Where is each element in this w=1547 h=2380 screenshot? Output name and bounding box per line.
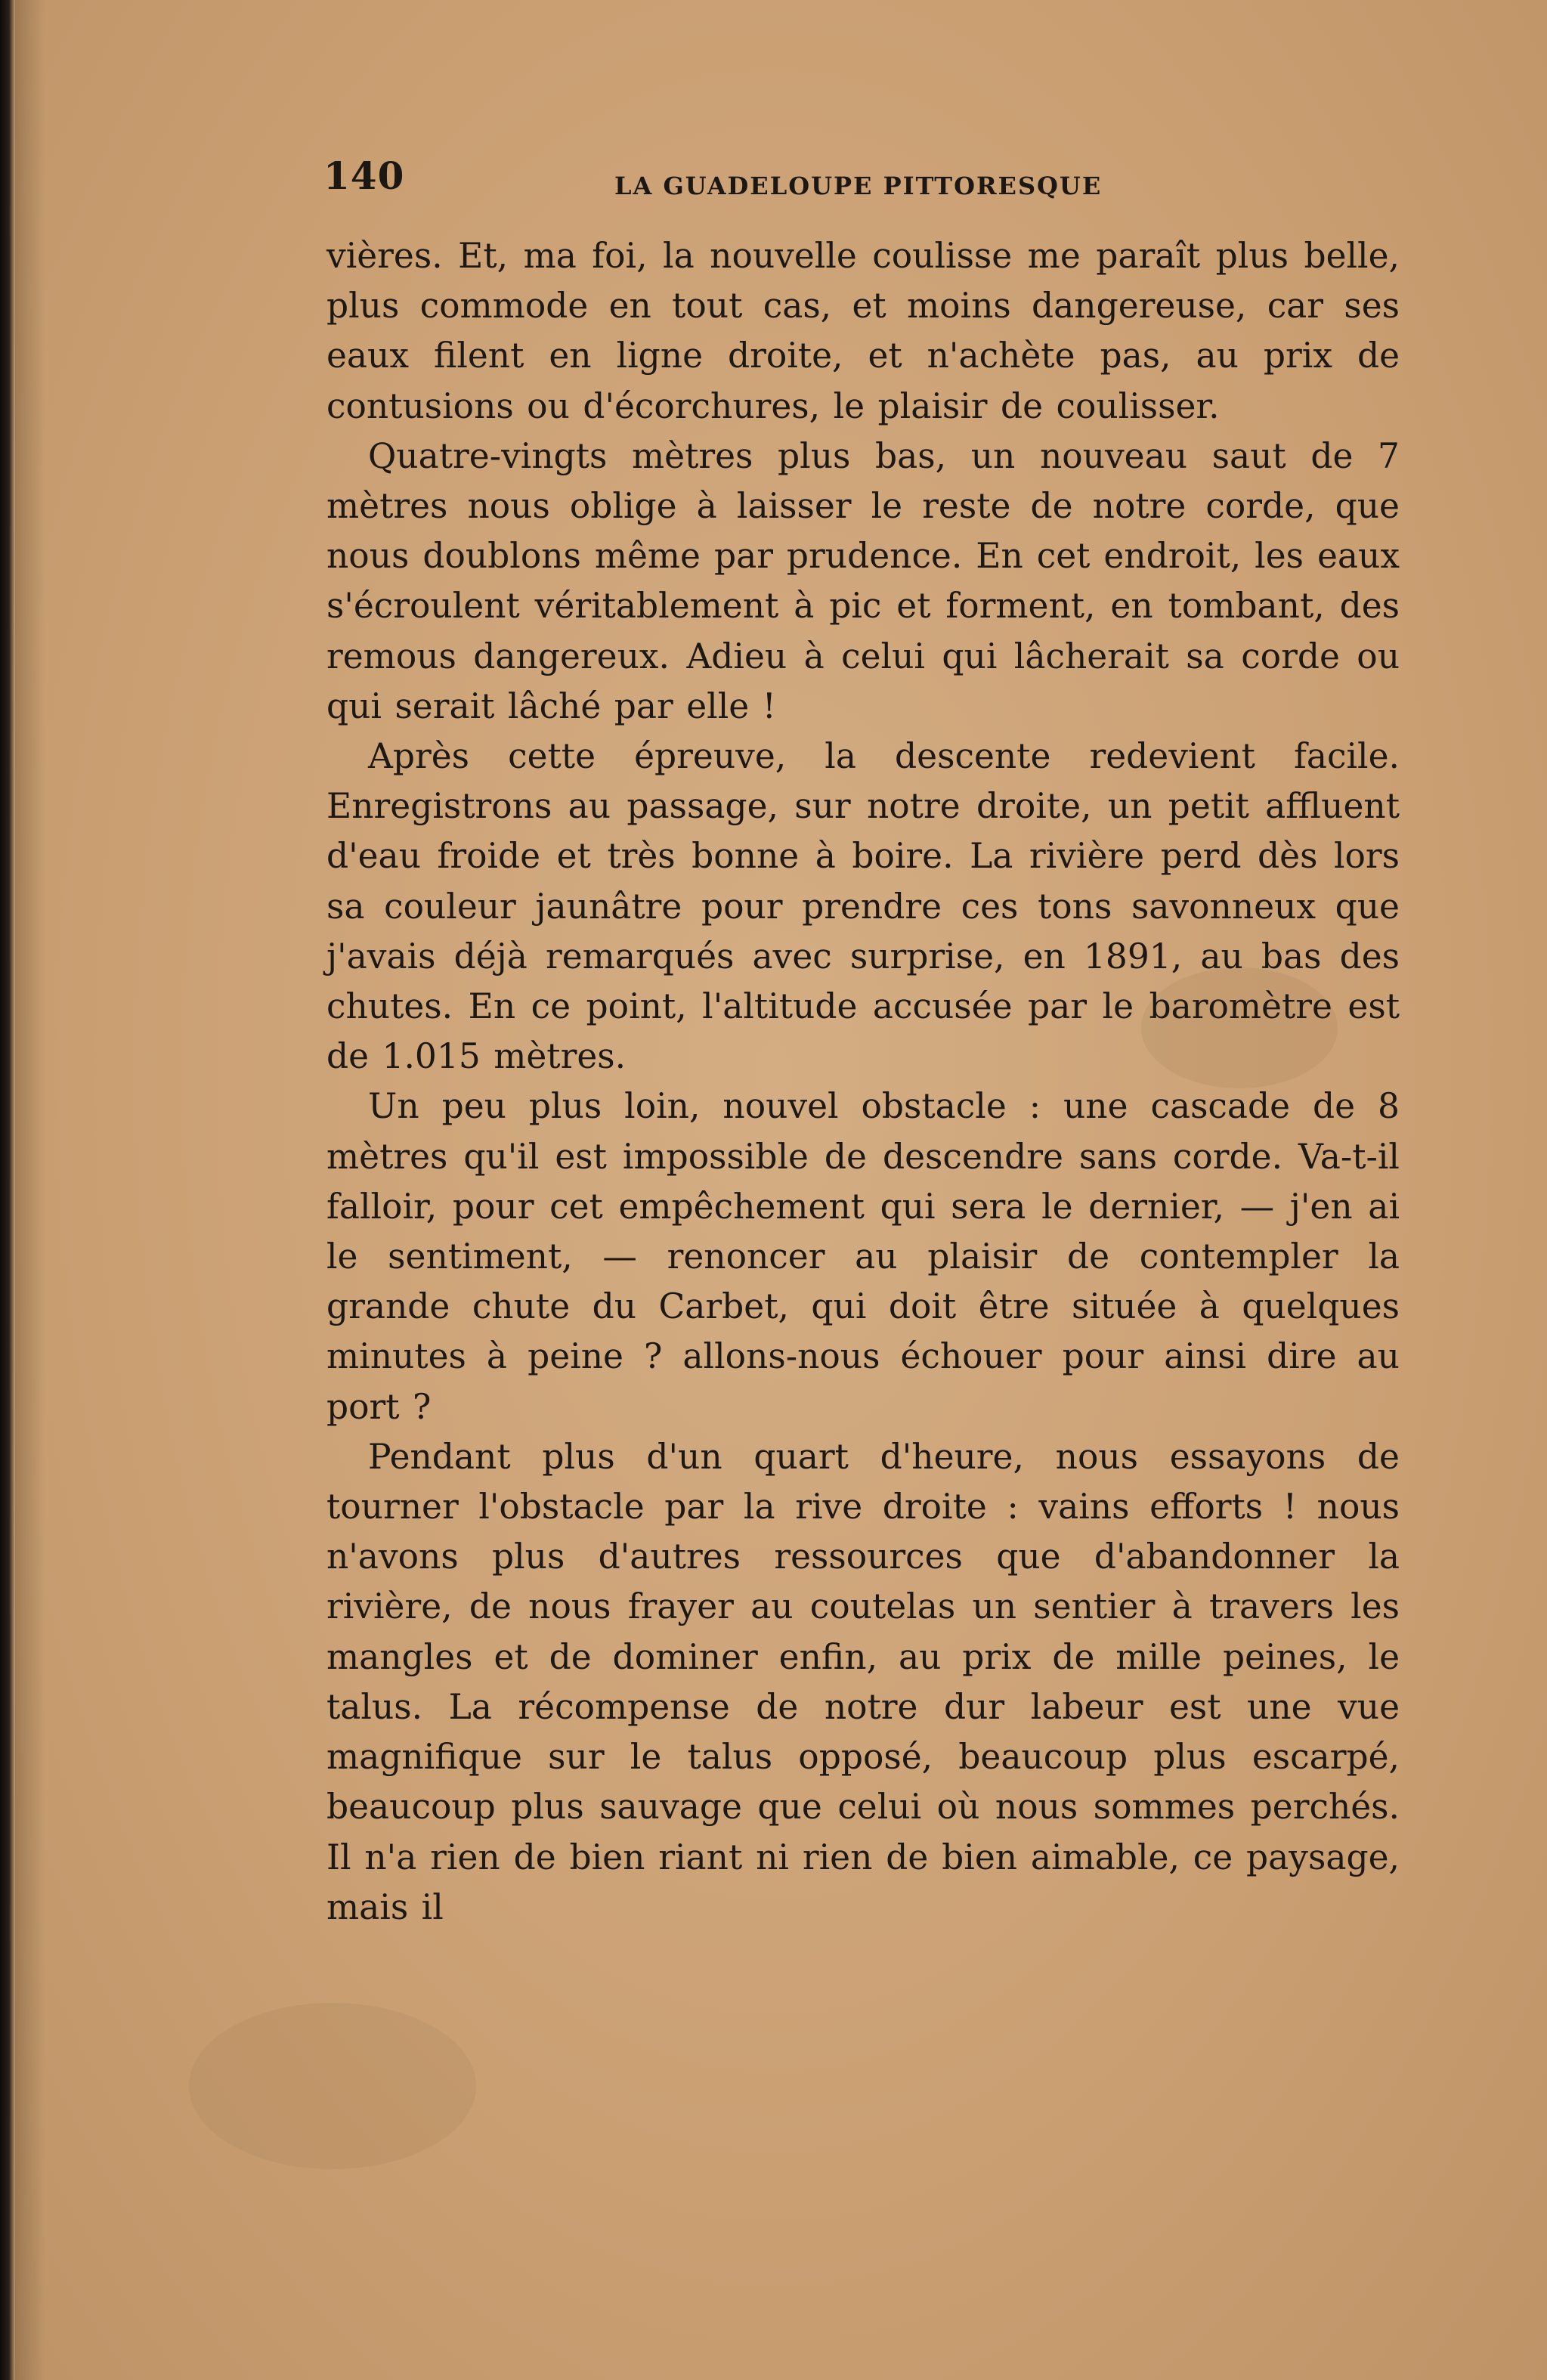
running-title: LA GUADELOUPE PITTORESQUE xyxy=(614,172,1103,200)
paragraph-4: Un peu plus loin, nouvel obstacle : une cascade de 8 mètres qu'il est impossible de descendre sans corde. Va-t-il falloir, pour cet empêchement qui sera le dernier, — j'en ai le sentiment, — renoncer au plaisir de contempler la grande chute du Carbet, qui doit être située à quelques minutes à peine ? allons-nous échouer pour ainsi dire au port ? xyxy=(326,1086,1400,1427)
paragraph-1: vières. Et, ma foi, la nouvelle coulisse me paraît plus belle, plus commode en tout cas, et moins dangereuse, car ses eaux filent en ligne droite, et n'achète pas, au prix de contusions ou d'écorchures, le plaisir de coulisser. xyxy=(326,236,1400,426)
paragraph-5: Pendant plus d'un quart d'heure, nous essayons de tourner l'obstacle par la rive droite : vains efforts ! nous n'avons plus d'autres ressources que d'abandonner la rivière, de nous frayer au coutelas un sentier à travers les mangles et de dominer enfin, au prix de mille peines, le talus. La récompense de notre dur labeur est une vue magnifique sur le talus opposé, beaucoup plus escarpé, beaucoup plus sauvage que celui où nous sommes perchés. Il n'a rien de bien riant ni rien de bien aimable, ce paysage, mais il xyxy=(326,1436,1400,1927)
paragraph-3: Après cette épreuve, la descente redevient facile. Enregistrons au passage, sur notre droite, un petit affluent d'eau froide et très bonne à boire. La rivière perd dès lors sa couleur jaunâtre pour prendre ces tons savonneux que j'avais déjà remarqués avec surprise, en 1891, au bas des chutes. En ce point, l'altitude accusée par le baromètre est de 1.015 mètres. xyxy=(326,736,1400,1077)
page-number: 140 xyxy=(323,153,405,198)
paragraph-2: Quatre-vingts mètres plus bas, un nouveau saut de 7 mètres nous oblige à laisser le reste de notre corde, que nous doublons même par prudence. En cet endroit, les eaux s'écroulent véritablement à pic et forment, en tombant, des remous dangereux. Adieu à celui qui lâcherait sa corde ou qui serait lâché par elle ! xyxy=(326,435,1400,726)
page-header xyxy=(323,153,1404,206)
binding-edge xyxy=(0,0,15,2380)
paper-stain xyxy=(189,2003,476,2169)
body-text xyxy=(326,231,1400,1933)
binding-shadow xyxy=(15,0,45,2380)
